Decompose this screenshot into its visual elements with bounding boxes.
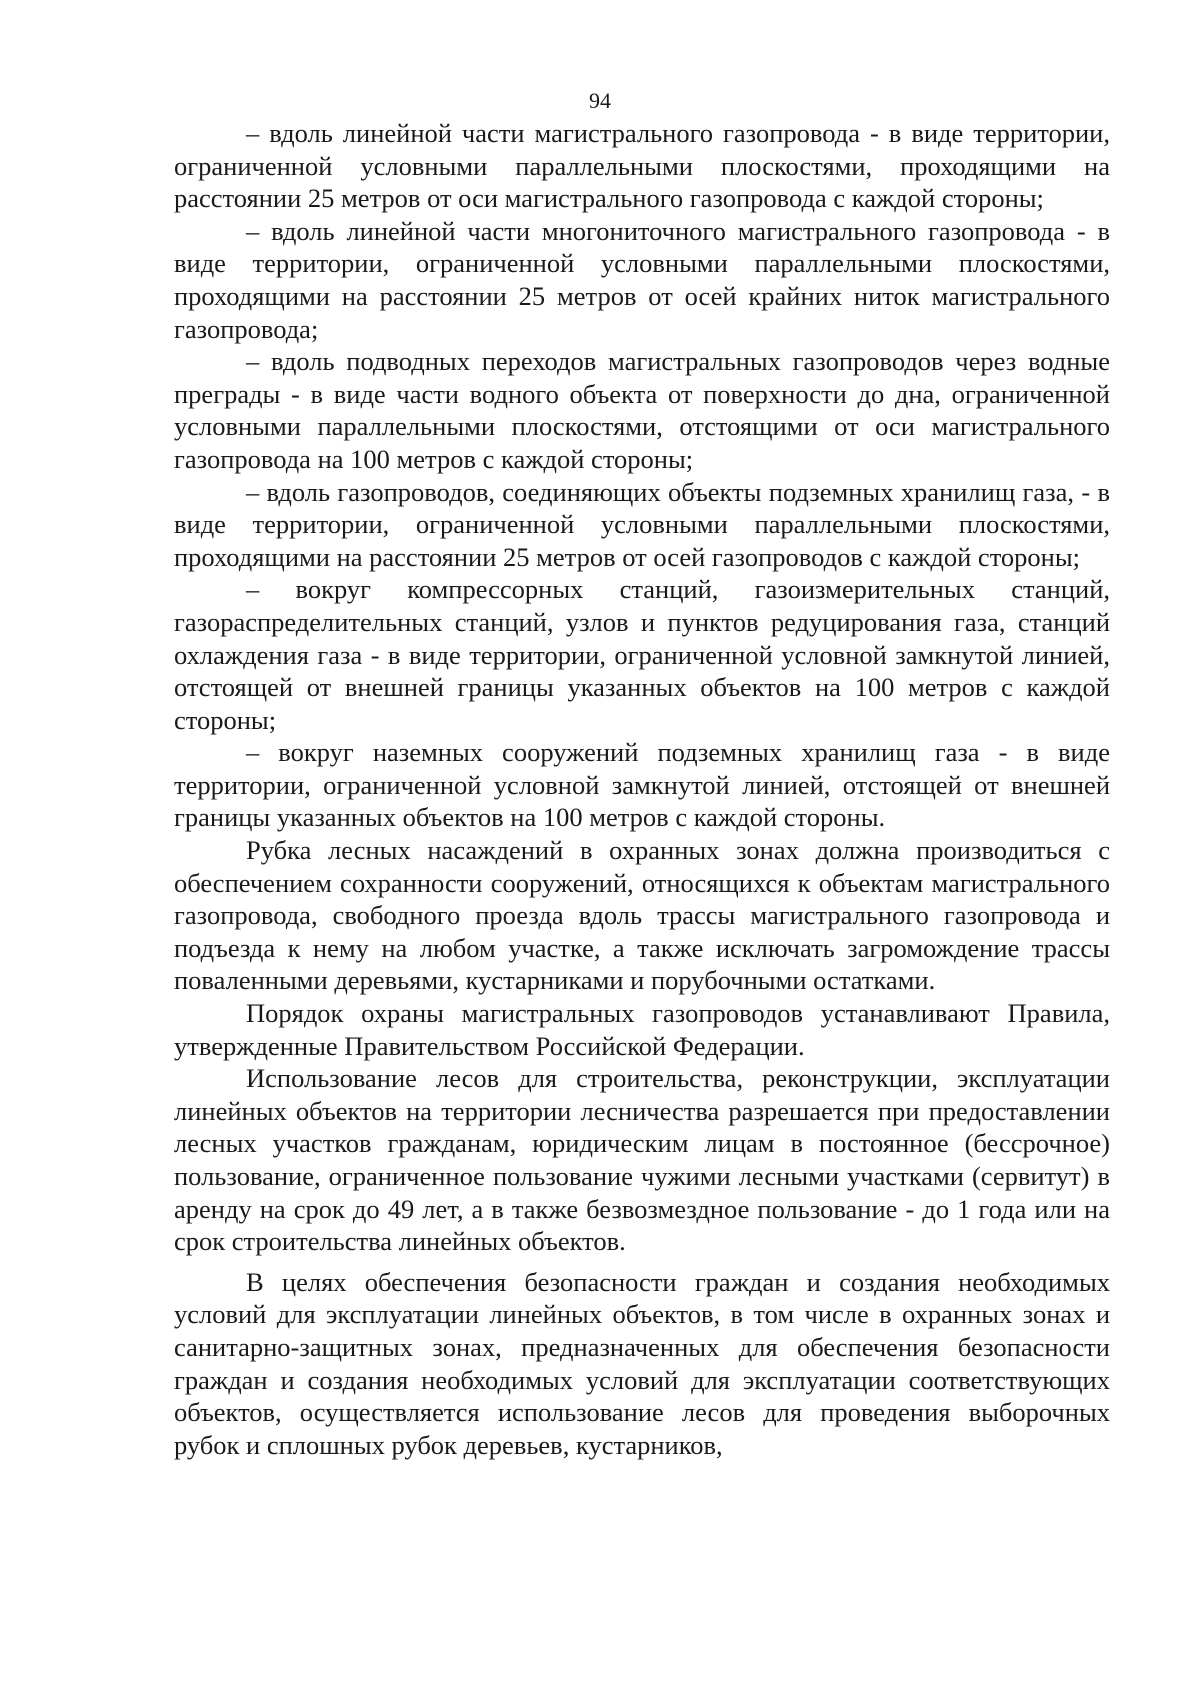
paragraph-bullet-underwater-crossings: – вдоль подводных переходов магистральных газопроводов через водные преграды - в виде части водного объекта от поверхности до дна, ограниченной условными параллельными плоскостями, отстоящими от оси магистрального газопровода на 100 метров с каждой стороны; bbox=[174, 346, 1110, 474]
paragraph-bullet-storage-pipelines: – вдоль газопроводов, соединяющих объекты подземных хранилищ газа, - в виде территории, ограниченной условными параллельными плоскостями, проходящими на расстоянии 25 метров от осей газопроводов с каждой стороны; bbox=[174, 476, 1110, 572]
paragraph-bullet-compressor-stations: – вокруг компрессорных станций, газоизмерительных станций, газораспределительных станций, узлов и пунктов редуцирования газа, станций охлаждения газа - в виде территории, ограниченной условной замкнутой линией, отстоящей от внешней границы указанных объектов на 100 метров с каждой стороны; bbox=[174, 574, 1110, 735]
paragraph-forest-use-linear-objects: Использование лесов для строительства, реконструкции, эксплуатации линейных объектов на территории лесничества разрешается при предоставлении лесных участков гражданам, юридическим лицам в постоянное (бессрочное) пользование, ограниченное пользование чужими лесными участками (сервитут) в аренду на срок до 49 лет, а в также безвозмездное пользование - до 1 года или на срок строительства линейных объектов. bbox=[174, 1063, 1110, 1257]
paragraph-logging-in-protected-zones: Рубка лесных насаждений в охранных зонах должна производиться с обеспечением сохранности сооружений, относящихся к объектам магистрального газопровода, свободного проезда вдоль трассы магистрального газопровода и подъезда к нему на любом участке, а также исключать загромождение трассы поваленными деревьями, кустарниками и порубочными остатками. bbox=[174, 835, 1110, 996]
paragraph-bullet-ground-structures: – вокруг наземных сооружений подземных хранилищ газа - в виде территории, ограниченной условной замкнутой линией, отстоящей от внешней границы указанных объектов на 100 метров с каждой стороны. bbox=[174, 737, 1110, 833]
document-body bbox=[174, 117, 1110, 1461]
paragraph-safety-logging: В целях обеспечения безопасности граждан и создания необходимых условий для эксплуатации линейных объектов, в том числе в охранных зонах и санитарно-защитных зонах, предназначенных для обеспечения безопасности граждан и создания необходимых условий для эксплуатации соответствующих объектов, осуществляется использование лесов для проведения выборочных рубок и сплошных рубок деревьев, кустарников, bbox=[174, 1266, 1110, 1460]
paragraph-bullet-linear-pipeline: – вдоль линейной части магистрального газопровода - в виде территории, ограниченной условными параллельными плоскостями, проходящими на расстоянии 25 метров от оси магистрального газопровода с каждой стороны; bbox=[174, 118, 1110, 214]
paragraph-protection-rules: Порядок охраны магистральных газопроводов устанавливают Правила, утвержденные Правительством Российской Федерации. bbox=[174, 998, 1110, 1061]
page-number: 94 bbox=[589, 88, 611, 113]
paragraph-bullet-multi-thread-pipeline: – вдоль линейной части многониточного магистрального газопровода - в виде территории, ограниченной условными параллельными плоскостями, проходящими на расстоянии 25 метров от осей крайних ниток магистрального газопровода; bbox=[174, 215, 1110, 344]
